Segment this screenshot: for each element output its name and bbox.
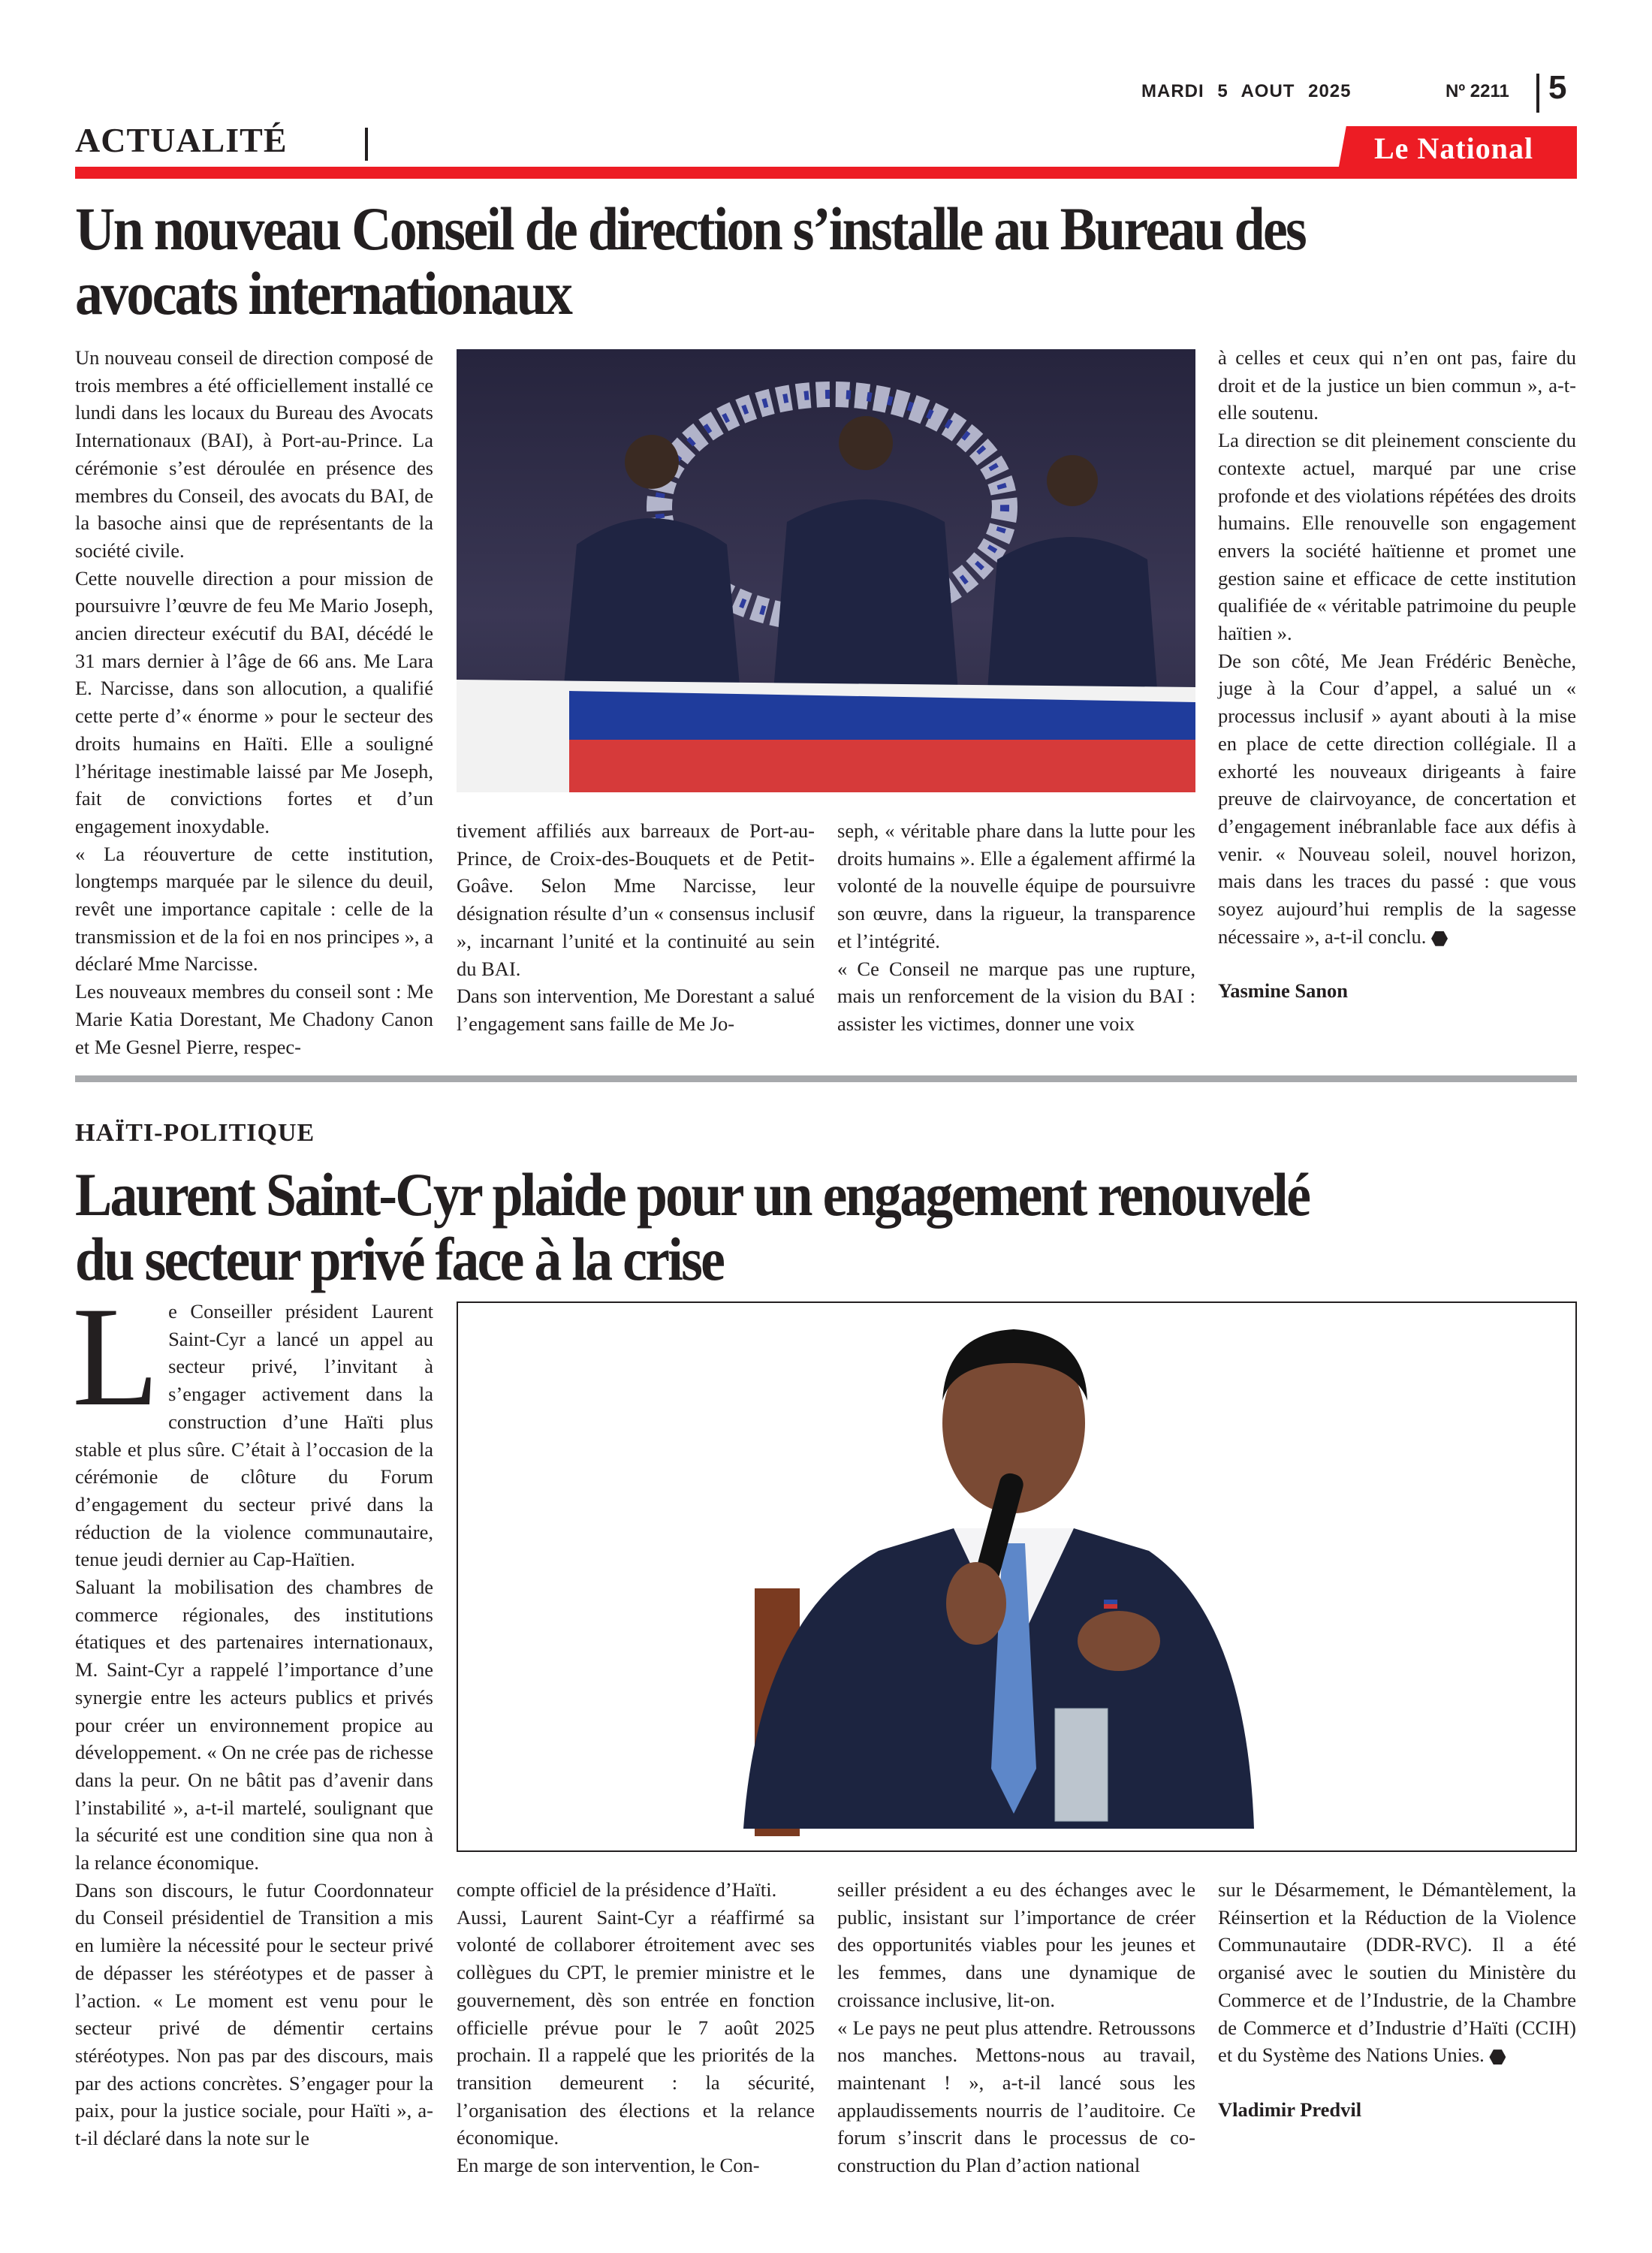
section-divider <box>365 128 368 161</box>
paragraph: « Ce Conseil ne marque pas une rupture, mais un renforcement de la vision du BAI : assister les victimes, donner une voix <box>837 957 1195 1035</box>
article1-column-4 <box>1218 344 1576 1005</box>
paragraph: Saluant la mobilisation des chambres de commerce régionales, des institutions étatiques et des partenaires internationaux, M. Saint-Cyr a rappelé l’importance d’une synergie entre les acteurs publics et privés pour créer un environnement propice au développement. « On ne crée pas de richesse dans la peur. On ne bâtit pas d’avenir dans l’instabilité », a-t-il martelé, soulignant que la sécurité est une condition sine qua non à la relance économique. <box>75 1576 433 1874</box>
article1-column-3 <box>837 817 1195 1038</box>
paragraph: tivement affiliés aux barreaux de Port-au-Prince, de Croix-des-Bouquets et de Petit-Goâve. Selon Mme Narcisse, leur désignation résulte d’un « consensus inclusif », incarnant l’unité et la continuité au sein du BAI. <box>457 819 815 980</box>
paragraph: Un nouveau conseil de direction composé de trois membres a été officiellement installé ce lundi dans les locaux du Bureau des Avocats Internationaux (BAI), à Port-au-Prince. La cérémonie s’est déroulée en présence des membres du Conseil, des avocats du BAI, de la basoche ainsi que de représentants de la société civile. <box>75 346 433 562</box>
article2-column-2 <box>457 1876 815 2179</box>
paragraph: La direction se dit pleinement consciente du contexte actuel, marqué par une crise profonde et des violations répétées des droits humains. Elle renouvelle son engagement envers la société haïtienne et promet une gestion saine et efficace de cette institution qualifiée de « véritable patrimoine du peuple haïtien ». <box>1218 429 1576 645</box>
page-number: 5 <box>1548 69 1567 106</box>
paragraph: « La réouverture de cette institution, longtemps marquée par le silence du deuil, revêt une importance capitale : celle de la transmission et de la foi en nos principes », a déclaré Mme Narcisse. <box>75 842 433 976</box>
article1-column-2 <box>457 817 815 1038</box>
article-divider <box>75 1075 1577 1082</box>
issue-date: MARDI 5 AOUT 2025 <box>1141 81 1352 101</box>
article2-headline-line2: du secteur privé face à la crise <box>75 1225 724 1293</box>
section-title: ACTUALITÉ <box>75 121 288 159</box>
article2-column-3 <box>837 1876 1195 2179</box>
article2-photo <box>457 1301 1577 1852</box>
brand-logo: Le National <box>1374 131 1534 165</box>
article1-column-1 <box>75 344 433 1060</box>
paragraph <box>72 1278 433 1573</box>
article2-headline-line1: Laurent Saint-Cyr plaide pour un engagement renouvelé <box>75 1160 1310 1229</box>
article1-headline-line2: avocats internationaux <box>75 259 571 327</box>
article2-author: Vladimir Predvil <box>1218 2098 1362 2121</box>
article1-author: Yasmine Sanon <box>1218 979 1349 1003</box>
paragraph: Cette nouvelle direction a pour mission de poursuivre l’œuvre de feu Me Mario Joseph, ancien directeur exécutif du BAI, décédé le 31 mars dernier à l’âge de 66 ans. Me Lara E. Narcisse, dans son allocution, a qualifié cette perte d’« énorme » pour le secteur des droits humains en Haïti. Elle a souligné l’héritage inestimable laissé par Me Joseph, fait de convictions fortes et d’un engagement inoxydable. <box>75 566 433 837</box>
paragraph: compte officiel de la présidence d’Haïti. <box>457 1878 777 1901</box>
speaker-photo-illustration <box>458 1303 1575 1850</box>
paragraph: Les nouveaux membres du conseil sont : Me Marie Katia Dorestant, Me Chadony Canon et Me Gesnel Pierre, respec- <box>75 980 433 1058</box>
paragraph: Dans son discours, le futur Coordonnateur du Conseil présidentiel de Transition a mis en lumière la nécessité pour le secteur privé de dépasser les stéréotypes et de passer à l’action. « Le moment est venu pour le secteur privé de démentir certains stéréotypes. Non pas par des discours, mais par des actions concrètes. S’engager pour la paix, pour la justice sociale, pour Haïti », a-t-il déclaré dans la note sur le <box>75 1878 433 2150</box>
paragraph: seph, « véritable phare dans la lutte pour les droits humains ». Elle a également affirmé la volonté de la nouvelle équipe de poursuivre son œuvre, dans la rigueur, la transparence et l’intégrité. <box>837 819 1195 952</box>
page-number-divider <box>1536 74 1539 113</box>
article1-headline-line1: Un nouveau Conseil de direction s’installe au Bureau des <box>75 195 1306 263</box>
issue-number: Nº 2211 <box>1446 81 1509 101</box>
drop-cap: L <box>72 1278 160 1436</box>
paragraph-text: sur le Désarmement, le Démantèlement, la Réinsertion et la Réduction de la Violence Communautaire (DDR-RVC). Il a été organisé avec le soutien du Ministère du Commerce et de l’Industrie, de la Chambre de Commerce et d’Industrie d’Haïti (CCIH) et du Système des Nations Unies. <box>1218 1878 1576 2067</box>
end-mark-icon <box>1489 2049 1506 2064</box>
paragraph <box>1218 647 1576 951</box>
paragraph-text: e Conseiller président Laurent Saint-Cyr a lancé un appel au secteur privé, l’invitant à s’engager activement dans la construction d’une Haïti plus stable et plus sûre. C’était à l’occasion de la cérémonie de clôture du Forum d’engagement du secteur privé dans la réduction de la violence communautaire, tenue jeudi dernier au Cap-Haïtien. <box>75 1300 433 1571</box>
paragraph: Aussi, Laurent Saint-Cyr a réaffirmé sa volonté de collaborer étroitement avec ses collègues du CPT, le premier ministre et le gouvernement, dès son entrée en fonction officielle prévue pour le 7 août 2025 prochain. Il a rappelé que les priorités de la transition demeurent : la sécurité, l’organisation des élections et la relance économique. <box>457 1905 815 2149</box>
article2-kicker: HAÏTI-POLITIQUE <box>75 1119 315 1147</box>
paragraph: En marge de son intervention, le Con- <box>457 2154 760 2177</box>
paragraph: Dans son intervention, Me Dorestant a salué l’engagement sans faille de Me Jo- <box>457 985 815 1035</box>
article2-column-4 <box>1218 1876 1576 2124</box>
article2-column-1 <box>72 1278 433 2152</box>
paragraph: « Le pays ne peut plus attendre. Retroussons nos manches. Mettons-nous au travail, maintenant ! », a-t-il lancé sous les applaudissements nourris de l’auditoire. Ce forum s’inscrit dans le processus de co-construction du Plan d’action national <box>837 2016 1195 2177</box>
paragraph: à celles et ceux qui n’en ont pas, faire du droit et de la justice un bien commun », a-t-elle soutenu. <box>1218 346 1576 424</box>
article1-photo <box>457 349 1195 792</box>
paragraph <box>1218 1876 1576 2069</box>
end-mark-icon <box>1431 931 1448 946</box>
paragraph-text: De son côté, Me Jean Frédéric Benèche, juge à la Cour d’appel, a salué un « processus inclusif » ayant abouti à la mise en place de cette direction collégiale. Il a exhorté les nouveaux dirigeants à faire preuve de clairvoyance, de concertation et d’engagement inébranlable face aux défis à venir. « Nouveau soleil, nouvel horizon, mais dans les traces du passé : que vous soyez aujourd’hui remplis de la sagesse nécessaire », a-t-il conclu. <box>1218 649 1576 948</box>
paragraph: seiller président a eu des échanges avec le public, insistant sur l’importance de créer des opportunités viables pour les jeunes et les femmes, dans une dynamique de croissance inclusive, lit-on. <box>837 1878 1195 2011</box>
ceremony-photo-illustration <box>457 349 1195 792</box>
